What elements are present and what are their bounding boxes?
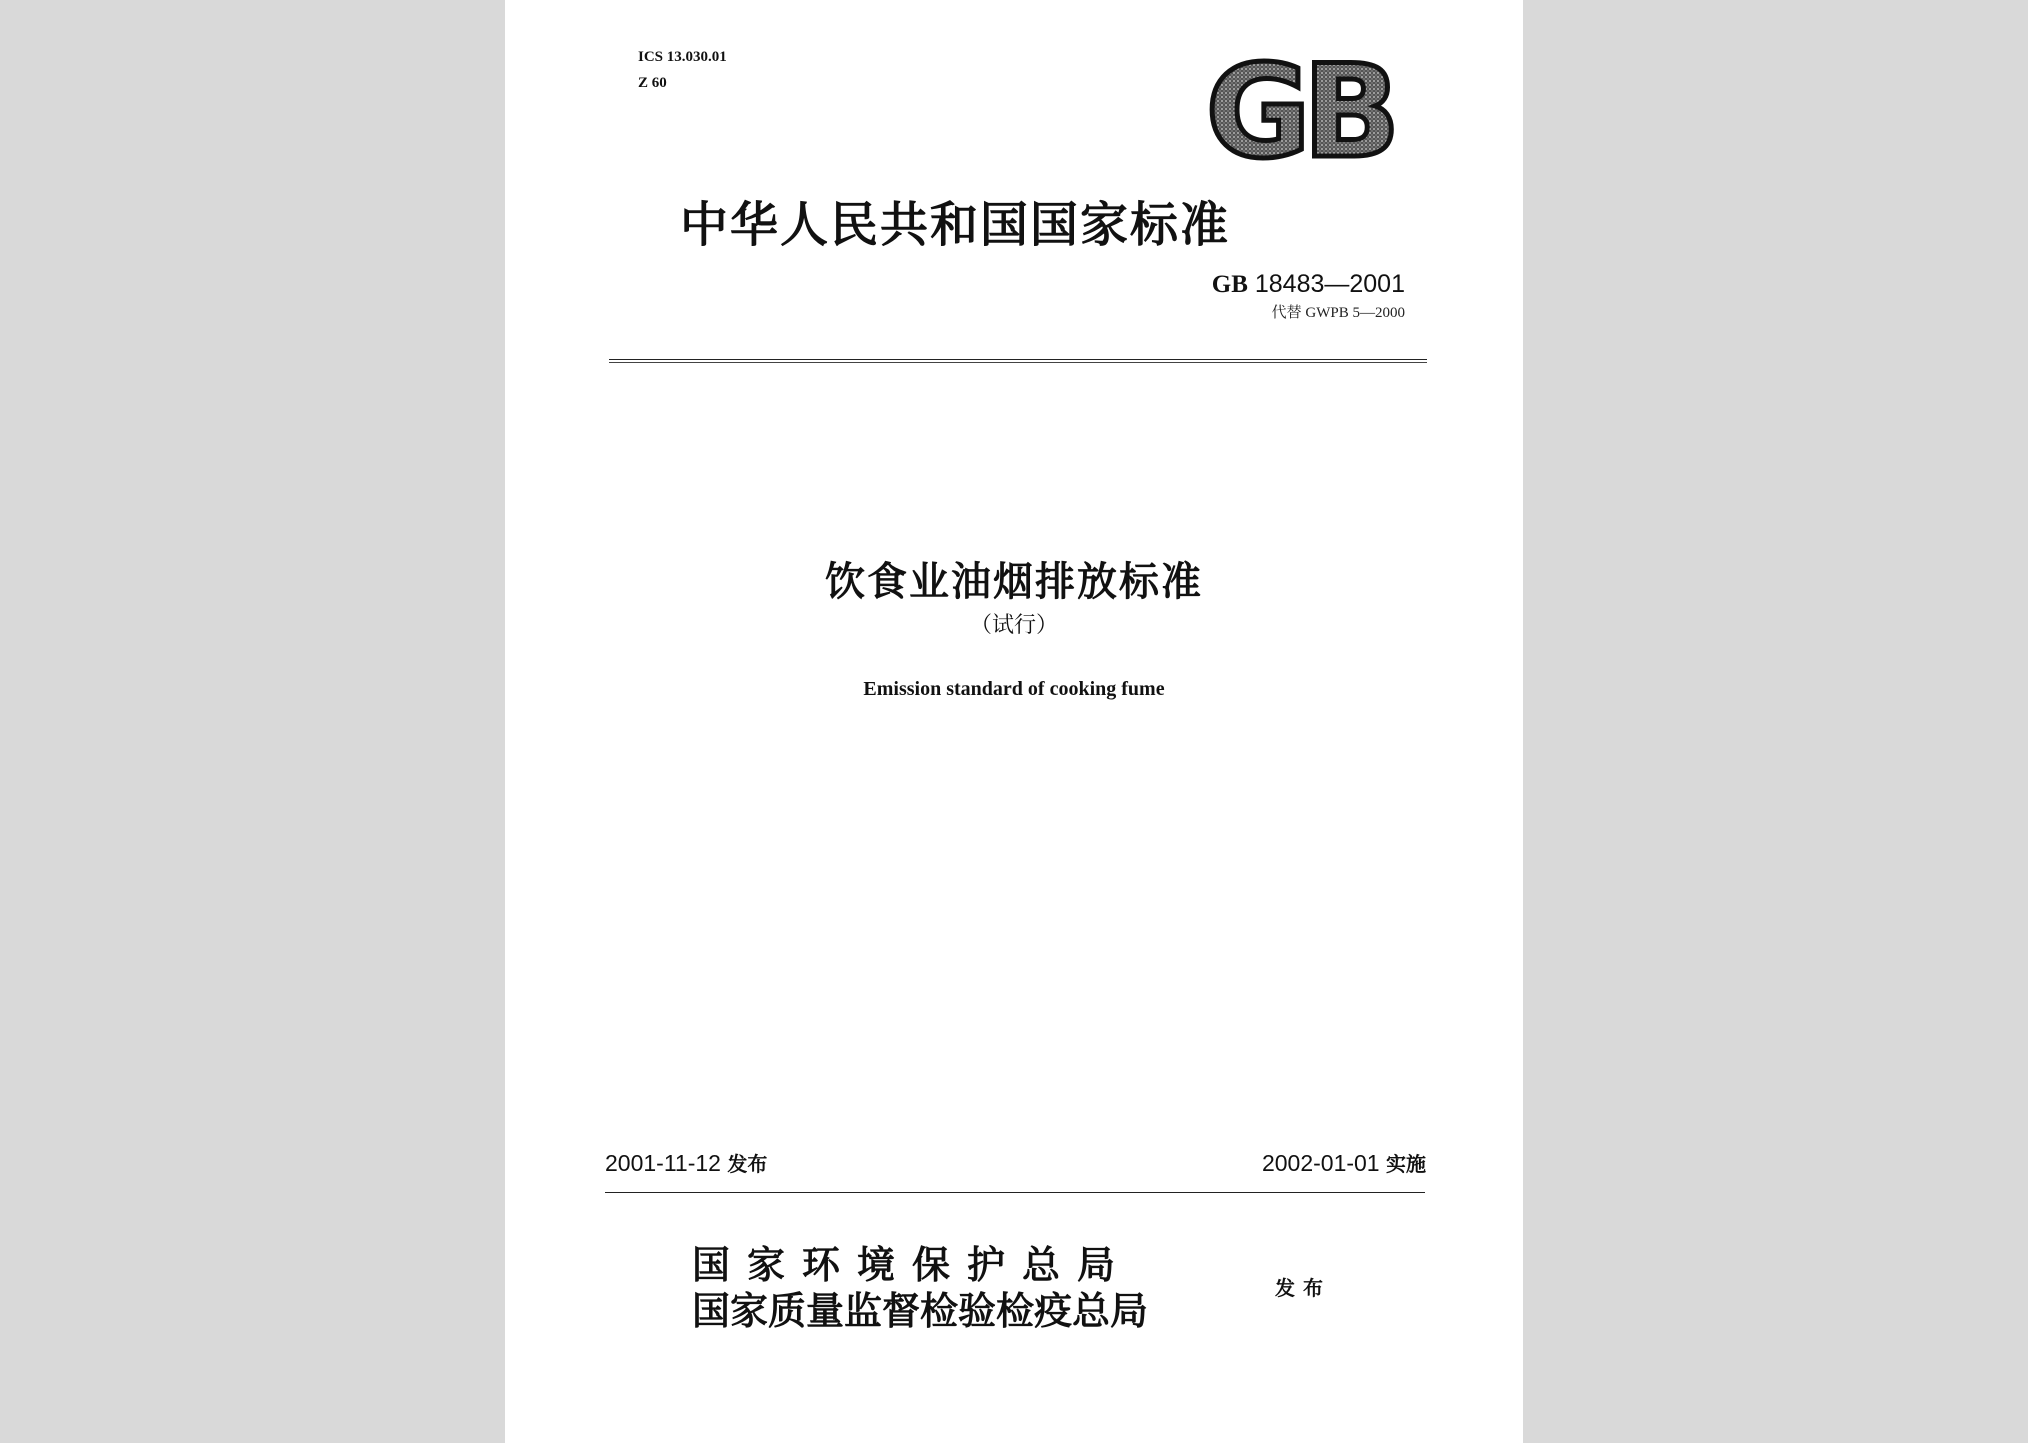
gb-logo-text: GB [1205,52,1393,170]
issue-date-block [605,1148,767,1177]
code-number: 18483—2001 [1254,270,1405,298]
issuer-quality: 国家质量监督检验检疫总局 [692,1289,1149,1333]
code-prefix: GB [1211,271,1248,298]
gb-logo [1197,52,1402,170]
document-title: 饮食业油烟排放标准 [825,559,1203,605]
implement-label: 实施 [1386,1152,1426,1176]
issuer-environment: 国家环境保护总局 [692,1243,1133,1287]
standard-code-block [1212,270,1405,322]
document-page [505,0,1523,1443]
national-standard-heading: 中华人民共和国国家标准 [680,197,1231,253]
classification-code: Z 60 [638,75,667,91]
implement-date: 2002-01-01 [1261,1150,1380,1176]
issue-label: 发布 [727,1152,768,1176]
bottom-divider [605,1192,1425,1193]
english-title: Emission standard of cooking fume [863,678,1165,700]
standard-code [1212,270,1405,299]
document-subtitle: （试行） [969,613,1058,638]
classification-block [638,44,727,96]
top-divider [609,359,1427,363]
publish-label: 发布 [1275,1276,1331,1300]
issue-date: 2001-11-12 [605,1150,721,1176]
ics-code: ICS 13.030.01 [638,49,727,65]
replaces-code: 代替 GWPB 5—2000 [1271,305,1405,321]
implement-date-block [1262,1148,1426,1177]
